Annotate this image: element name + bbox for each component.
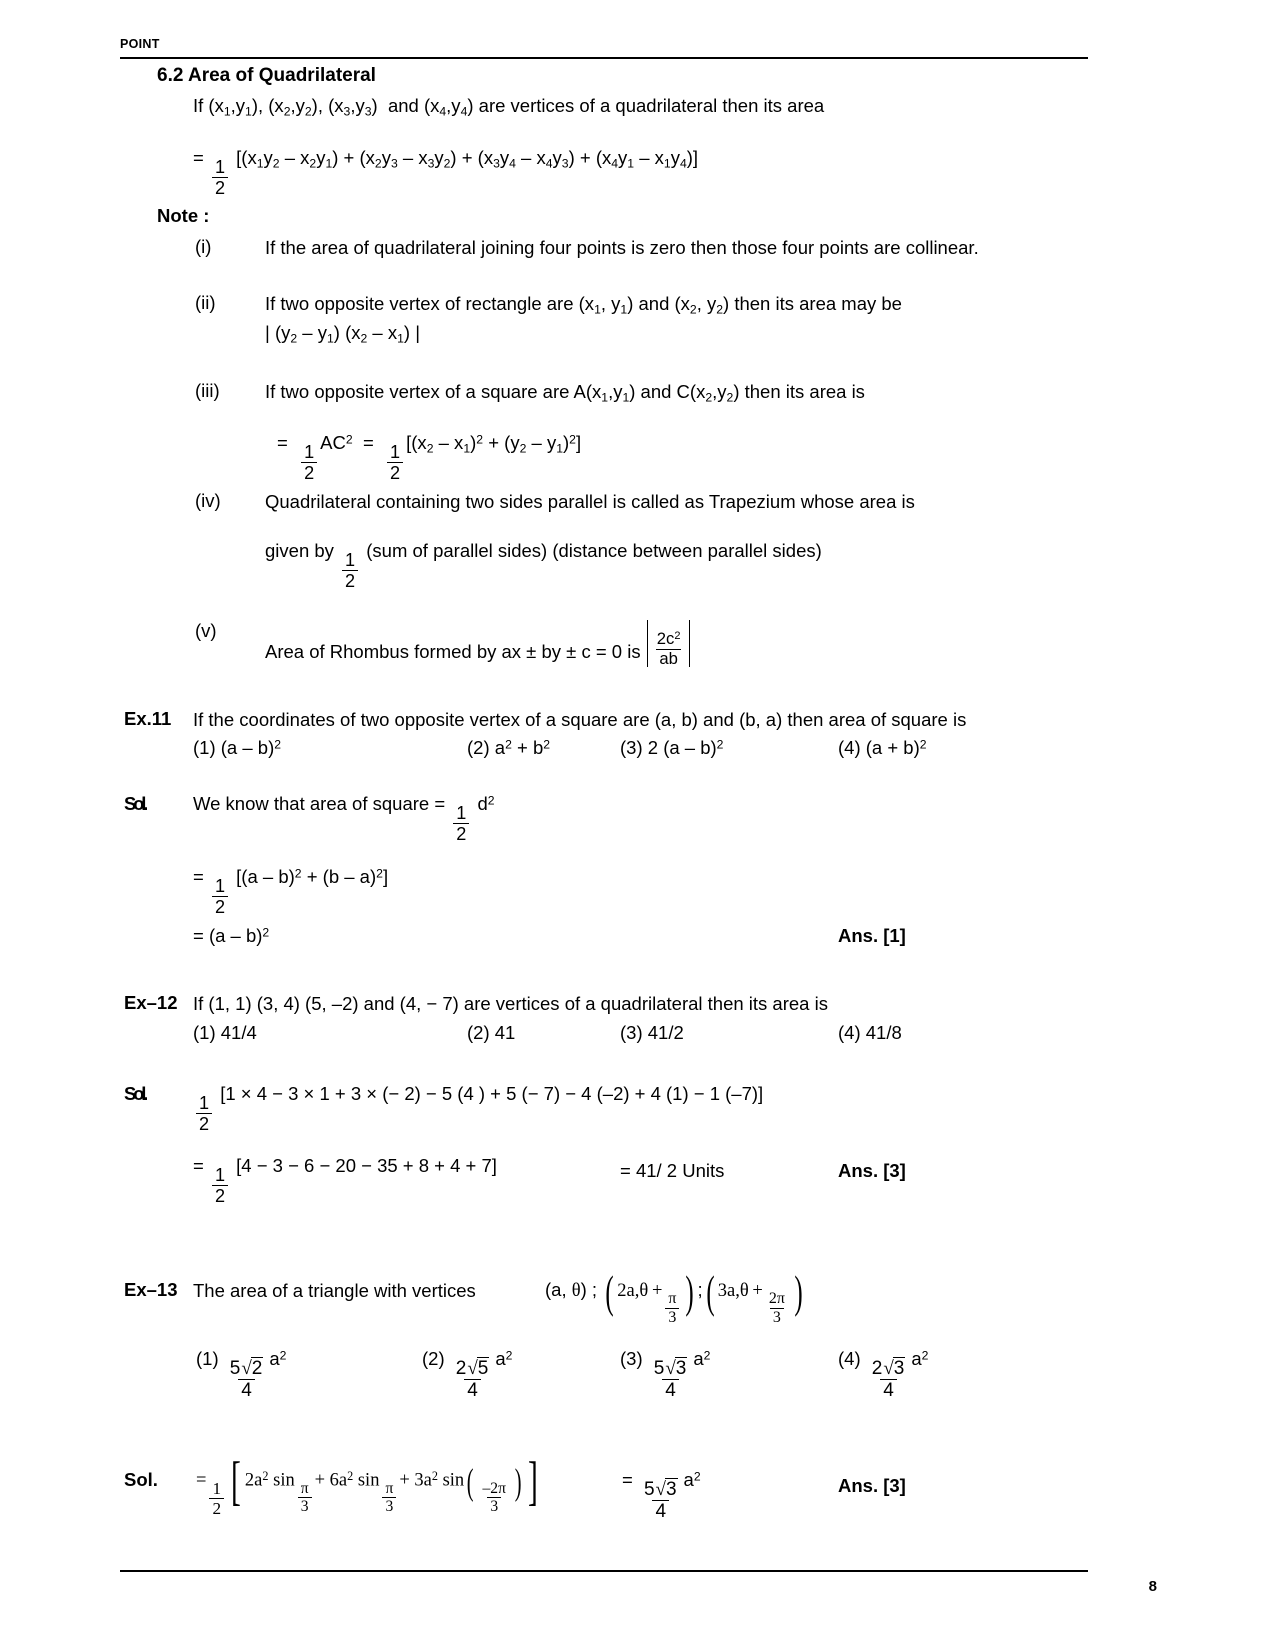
example-12-sol-line1: $\frac{1}{2}$ [1 × 4 − 3 × 1 + 3 × (− 2) − 5 (4 ) + 5 (− 7) − 4 (–2) + 4 (1) − 1 (–7)] xyxy=(193,1083,763,1133)
option-coeff: 2 xyxy=(871,1358,883,1380)
note-text-ii: If two opposite vertex of rectangle are ($x_1$, $y_1$) and ($x_2$, $y_2$) then its area may be xyxy=(265,293,902,317)
rhombus-abs-fraction xyxy=(647,620,691,667)
note-text-v xyxy=(265,620,691,667)
section-number: 6.2 xyxy=(157,65,184,86)
note-marker-i: (i) xyxy=(195,236,212,257)
example-13-option-1[interactable]: (1) $\frac{5√2}{4}$ $a^2$ xyxy=(196,1348,287,1402)
left-bracket: [ xyxy=(231,1450,241,1511)
example-12-sol-result: = 41/ 2 Units xyxy=(620,1160,725,1181)
sol-line1-prefix: We know that area of square = xyxy=(193,793,446,814)
example-11-option-1[interactable]: (1) (a – b)$^2$ xyxy=(193,737,282,758)
sol-line2-text: [4 − 3 − 6 − 20 − 35 + 8 + 4 + 7] xyxy=(236,1155,497,1176)
note-marker-iii: (iii) xyxy=(195,380,220,401)
example-12-answer: Ans. [3] xyxy=(838,1160,906,1181)
option-radicand: 5 xyxy=(477,1358,489,1380)
example-13-label: Ex–13 xyxy=(124,1279,178,1300)
option-text: 41 xyxy=(494,1022,516,1043)
rhombus-num-exp: 2 xyxy=(674,630,681,643)
example-11-sol-line3: = (a – b)$^2$ xyxy=(193,925,270,946)
sol-line1-text: [1 × 4 − 3 × 1 + 3 × (− 2) − 5 (4 ) + 5 (− 7) − 4 (–2) + 4 (1) − 1 (–7)] xyxy=(220,1083,764,1104)
example-11-option-3[interactable]: (3) 2 (a – b)$^2$ xyxy=(620,737,724,758)
option-number: (3) xyxy=(620,1022,643,1043)
note-formula-iii: = $\frac{1}{2}$ $AC^2$ = $\frac{1}{2}$ $[(x_2 - x_1)^2 + (y_2 - y_1)^2]$ xyxy=(277,432,582,483)
page-number: 8 xyxy=(1148,1578,1157,1595)
section-intro: If $(x_1,y_1)$, $(x_2,y_2)$, $(x_3,y_3)$ and $(x_4,y_4)$ are vertices of a quadrilateral then its area xyxy=(193,95,825,119)
option-denominator: 4 xyxy=(464,1379,481,1400)
note-v-text: Area of Rhombus formed by ax ± by ± c = 0 is xyxy=(265,641,641,663)
option-radicand: 3 xyxy=(893,1358,905,1380)
option-text: 41/2 xyxy=(647,1022,684,1043)
right-bracket: ] xyxy=(528,1450,539,1511)
example-12-option-1[interactable] xyxy=(193,1022,257,1044)
example-12-sol-label: Sol. xyxy=(124,1083,146,1104)
example-11-answer: Ans. [1] xyxy=(838,925,906,946)
example-13-option-2[interactable]: (2) $\frac{2√5}{4}$ $a^2$ xyxy=(422,1348,513,1402)
option-denominator: 4 xyxy=(880,1379,897,1400)
note-heading: Note : xyxy=(157,205,210,226)
option-number: (3) xyxy=(620,1348,643,1369)
note-marker-v: (v) xyxy=(195,620,217,641)
example-12-option-3[interactable] xyxy=(620,1022,684,1044)
note-formula-ii: | $(y_2 - y_1)$ $(x_2 - x_1)$ | xyxy=(265,322,421,346)
option-number: (2) xyxy=(422,1348,445,1369)
example-12-question: If (1, 1) (3, 4) (5, –2) and (4, − 7) are vertices of a quadrilateral then its area is xyxy=(193,993,828,1014)
example-12-label: Ex–12 xyxy=(124,992,178,1013)
example-11-question: If the coordinates of two opposite vertex of a square are (a, b) and (b, a) then area of square is xyxy=(193,709,967,730)
option-text: 41/8 xyxy=(865,1022,902,1043)
section-title xyxy=(157,65,376,87)
quadrilateral-area-formula: = $\frac{1}{2}$ $[(x_1y_2 - x_2y_1) + (x_2y_3 - x_3y_2) + (x_3y_4 - x_4y_3) + (x_4y_1 - x_1y_4)]$ xyxy=(193,147,699,198)
note-text-i: If the area of quadrilateral joining four points is zero then those four points are collinear. xyxy=(265,237,979,258)
option-number: (2) xyxy=(467,1022,490,1043)
option-number: (1) xyxy=(196,1348,219,1369)
example-11-sol-line1: We know that area of square = $\frac{1}{2}$ $d^2$ xyxy=(193,793,495,844)
option-text: 41/4 xyxy=(220,1022,257,1043)
option-coeff: 5 xyxy=(229,1358,241,1380)
option-number: (1) xyxy=(193,1022,216,1043)
option-number: (4) xyxy=(838,1348,861,1369)
footer-rule xyxy=(120,1570,1088,1572)
note-formula-iv: given by $\frac{1}{2}$ (sum of parallel sides) (distance between parallel sides) xyxy=(265,540,822,591)
option-number: (3) xyxy=(620,737,643,758)
page-header-label: POINT xyxy=(120,37,160,51)
example-11-sol-line2: = $\frac{1}{2}$ [(a – b)$^2$ + (b – a)$^2$] xyxy=(193,866,389,917)
option-coeff: 5 xyxy=(653,1358,665,1380)
option-number: (4) xyxy=(838,1022,861,1043)
header-rule xyxy=(120,57,1088,59)
option-number: (2) xyxy=(467,737,490,758)
option-denominator: 4 xyxy=(662,1379,679,1400)
example-13-option-3[interactable]: (3) $\frac{5√3}{4}$ $a^2$ xyxy=(620,1348,711,1402)
example-12-sol-line2: = $\frac{1}{2}$ [4 − 3 − 6 − 20 − 35 + 8 + 4 + 7] xyxy=(193,1155,497,1206)
example-13-option-4[interactable]: (4) $\frac{2√3}{4}$ $a^2$ xyxy=(838,1348,929,1402)
left-paren-2: ( xyxy=(706,1266,715,1317)
right-paren-2: ) xyxy=(794,1266,803,1317)
rhombus-num: 2c xyxy=(656,629,675,649)
example-13-sol-result: = $\frac{5√3}{4}$ $a^2$ xyxy=(622,1469,701,1523)
left-paren-inner: ( xyxy=(466,1461,474,1503)
example-11-option-2[interactable]: (2) $a^2 + b^2$ xyxy=(467,737,551,758)
note-marker-iv: (iv) xyxy=(195,490,221,511)
example-11-label: Ex.11 xyxy=(124,708,172,729)
example-13-sol-expression: = $\frac{1}{2}$ [ $2a^2$ sin $\frac{\pi}{3}$ + $6a^2$ sin $\frac{\pi}{3}$ + $3a^2$ sin( $\frac{-2\pi}{3}$ ) ] xyxy=(196,1450,539,1519)
option-denominator: 4 xyxy=(238,1379,255,1400)
note-iv-prefix: given by xyxy=(265,540,334,561)
note-text-iii: If two opposite vertex of a square are $A(x_1,y_1)$ and $C(x_2,y_2)$ then its area is xyxy=(265,381,865,405)
option-number: (4) xyxy=(838,737,861,758)
example-12-option-4[interactable] xyxy=(838,1022,902,1044)
example-11-option-4[interactable]: (4) $(a + b)^2$ xyxy=(838,737,927,758)
example-13-vertices: (a, θ) ; ( 2a,θ + $\frac{\pi}{3}$ ) ;( 3a,θ + $\frac{2\pi}{3}$ ) xyxy=(545,1266,803,1327)
example-13-sol-label: Sol. xyxy=(124,1469,158,1490)
rhombus-den: ab xyxy=(656,649,681,668)
right-paren-inner: ) xyxy=(514,1461,522,1503)
example-12-option-2[interactable] xyxy=(467,1022,515,1044)
example-13-question: The area of a triangle with vertices xyxy=(193,1280,476,1301)
option-radicand: 2 xyxy=(251,1358,263,1380)
example-11-sol-label: Sol. xyxy=(124,793,146,814)
example-13-answer: Ans. [3] xyxy=(838,1475,906,1496)
note-marker-ii: (ii) xyxy=(195,292,216,313)
section-title-text: Area of Quadrilateral xyxy=(188,65,376,86)
right-paren-1: ) xyxy=(685,1266,695,1317)
option-radicand: 3 xyxy=(675,1358,687,1380)
option-coeff: 2 xyxy=(455,1358,467,1380)
note-iv-suffix: (sum of parallel sides) (distance between parallel sides) xyxy=(366,540,822,561)
option-number: (1) xyxy=(193,737,216,758)
note-text-iv: Quadrilateral containing two sides parallel is called as Trapezium whose area is xyxy=(265,491,915,512)
left-paren-1: ( xyxy=(605,1266,614,1317)
